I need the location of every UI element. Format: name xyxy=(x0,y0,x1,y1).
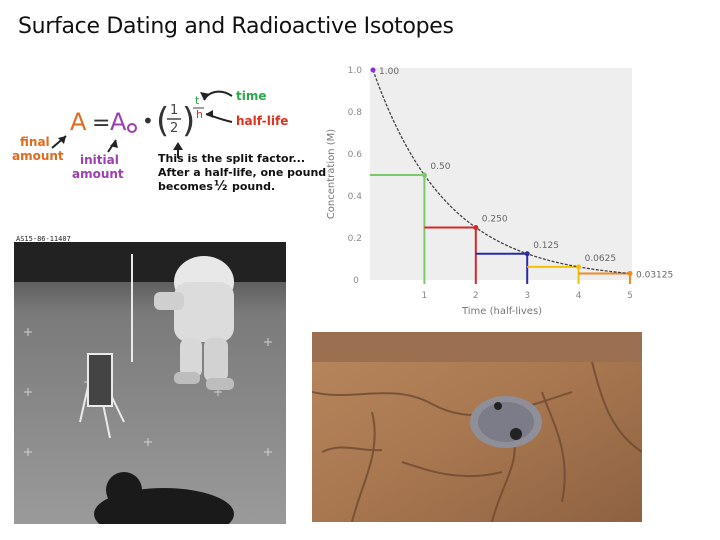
x-tick-label: 1 xyxy=(421,291,428,301)
y-tick-label: 0.2 xyxy=(347,234,362,244)
x-tick-label: 2 xyxy=(472,291,479,301)
formula-initial-amount-symbol: A xyxy=(110,108,127,136)
half-life-label: half-life xyxy=(236,114,289,128)
data-point xyxy=(628,271,633,276)
x-tick-label: 0 xyxy=(353,276,359,286)
initial-amount-label-line2: amount xyxy=(72,167,124,181)
split-factor-note-line3c: pound. xyxy=(232,180,276,193)
final-amount-label-line1: final xyxy=(20,135,50,149)
apollo-astronaut-photo xyxy=(14,242,286,524)
formula-open-paren: ( xyxy=(156,101,170,141)
half-life-formula-diagram xyxy=(0,80,330,240)
formula-equals-sign: = xyxy=(92,111,111,136)
x-tick-label: 3 xyxy=(524,291,531,301)
split-factor-note-line1: This is the split factor... xyxy=(158,152,305,165)
data-label: 0.125 xyxy=(533,240,559,251)
split-factor-note-half: ½ xyxy=(214,179,228,194)
data-point xyxy=(576,264,581,269)
data-label: 1.00 xyxy=(379,67,400,77)
data-point xyxy=(371,68,376,73)
y-axis-label: Concentration (M) xyxy=(326,128,337,220)
formula-final-amount-symbol: A xyxy=(70,108,87,136)
formula-multiply-dot: • xyxy=(142,109,154,133)
split-factor-note-line3a: becomes xyxy=(158,180,213,193)
drill-site xyxy=(470,396,542,448)
formula-subscript-zero xyxy=(128,124,136,132)
final-amount-label-line2: amount xyxy=(12,149,64,163)
data-point xyxy=(525,251,530,256)
split-factor-note-line2: After a half-life, one pound xyxy=(158,166,327,179)
x-tick-label: 5 xyxy=(627,291,633,301)
y-tick-label: 0.8 xyxy=(347,108,362,118)
y-tick-label: 1.0 xyxy=(347,66,362,76)
formula-exponent-h: h xyxy=(196,108,203,121)
slide-title: Surface Dating and Radioactive Isotopes xyxy=(18,14,454,39)
data-point xyxy=(473,225,478,230)
formula-exponent-t: t xyxy=(195,94,200,107)
data-label: 0.50 xyxy=(430,162,451,172)
y-tick-label: 0.6 xyxy=(347,150,362,160)
data-point xyxy=(422,173,427,178)
x-axis-label: Time (half-lives) xyxy=(461,306,543,317)
time-label: time xyxy=(236,89,267,103)
formula-close-paren: ) xyxy=(182,101,196,141)
initial-amount-label-line1: initial xyxy=(80,153,119,167)
photo-id-caption: AS15-86-11407 xyxy=(16,235,71,243)
data-label: 0.03125 xyxy=(636,270,674,281)
y-tick-label: 0.4 xyxy=(347,192,362,202)
data-label: 0.250 xyxy=(481,214,508,225)
formula-half-numerator: 1 xyxy=(170,103,179,118)
x-tick-label: 4 xyxy=(575,291,582,301)
half-life-decay-chart xyxy=(318,58,698,320)
mars-rock-drill-photo xyxy=(312,332,642,522)
formula-half-denominator: 2 xyxy=(170,121,179,136)
data-label: 0.0625 xyxy=(584,253,617,264)
